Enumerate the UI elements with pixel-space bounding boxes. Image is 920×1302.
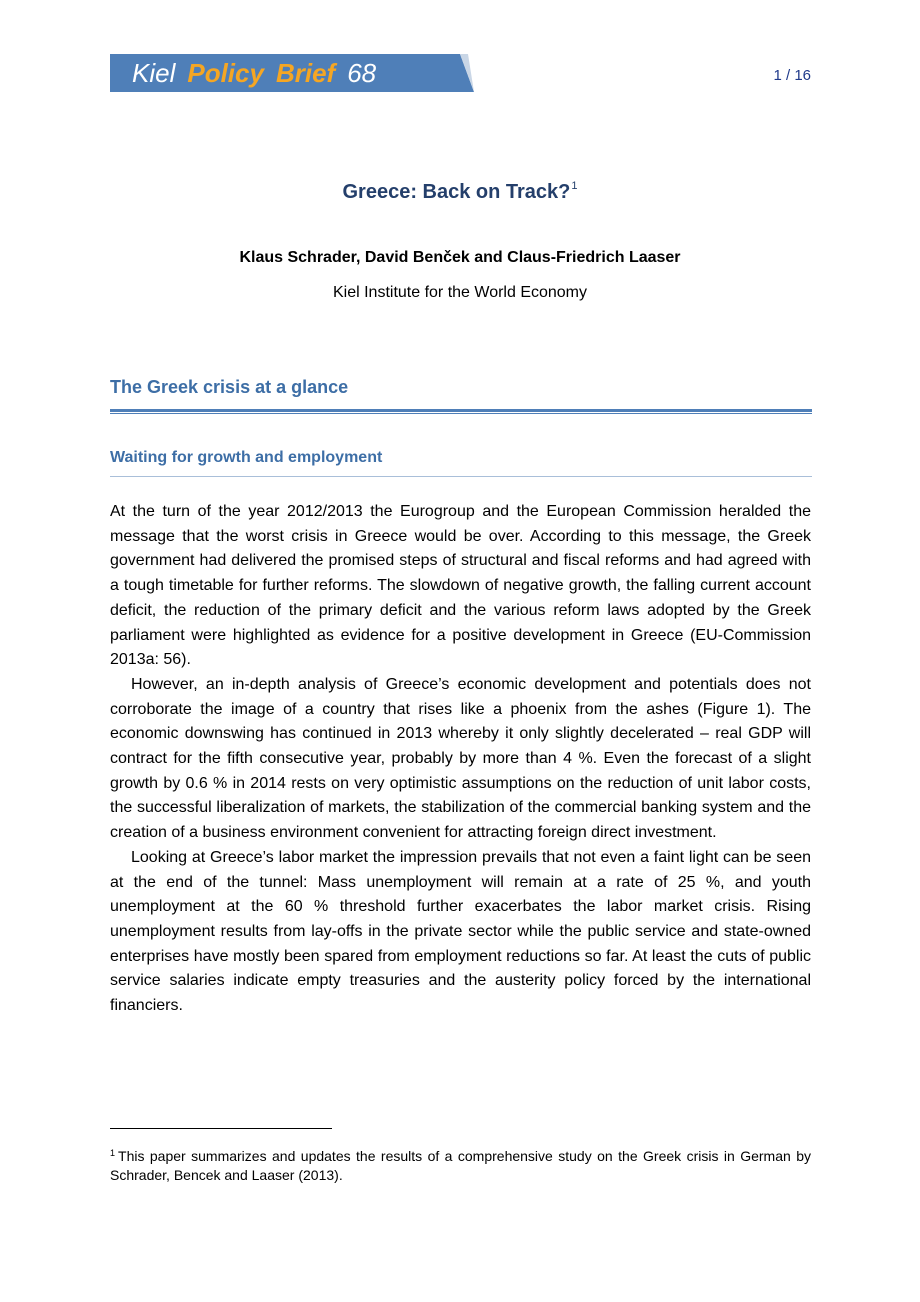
footnote-text: This paper summarizes and updates the results of a comprehensive study on the Greek crisis in German by Schrader, Bencek and Laaser (2013). bbox=[110, 1148, 811, 1183]
banner-brief: Brief bbox=[275, 58, 336, 88]
paragraph-3: Looking at Greece’s labor market the impression prevails that not even a faint light can be seen at the end of the tunnel: Mass unemployment will remain at a rate of 25 %, and youth unemployment at the 60 % threshold further exacerbates the labor market crisis. Rising unemployment results from lay-offs in the private sector while the public service and state-owned enterprises have mostly been spared from employment reductions so far. At least the cuts of public service salaries indicate empty treasuries and the austerity policy forced by the international financiers. bbox=[110, 848, 811, 1015]
section-rule bbox=[110, 409, 812, 412]
subsection-rule bbox=[110, 476, 812, 477]
paper-title bbox=[0, 180, 920, 204]
paper-title-text: Greece: Back on Track? bbox=[342, 181, 571, 203]
section-heading: The Greek crisis at a glance bbox=[110, 377, 349, 397]
footnote bbox=[110, 1144, 811, 1185]
subsection-heading: Waiting for growth and employment bbox=[110, 449, 383, 466]
banner-kiel: Kiel bbox=[132, 58, 176, 88]
page-indicator: 1 / 16 bbox=[773, 67, 811, 84]
footnote-separator bbox=[110, 1128, 332, 1129]
authors: Klaus Schrader, David Benček and Claus-Friedrich Laaser bbox=[239, 249, 681, 266]
banner-policy: Policy bbox=[187, 58, 264, 88]
series-banner bbox=[110, 54, 474, 92]
body-text bbox=[110, 500, 811, 1019]
paragraph-1: At the turn of the year 2012/2013 the Eurogroup and the European Commission heralded the message that the worst crisis in Greece would be over. According to this message, the Greek government had delivered the promised steps of structural and fiscal reforms and had agreed with a tough timetable for further reforms. The slowdown of negative growth, the falling current account deficit, the reduction of the primary deficit and the various reform laws adopted by the Greek parliament were highlighted as evidence for a positive development in Greece (EU-Commission 2013a: 56). bbox=[110, 503, 811, 669]
footnote-mark: 1 bbox=[110, 1148, 116, 1158]
title-footnote-mark: 1 bbox=[571, 180, 578, 192]
institute: Kiel Institute for the World Economy bbox=[332, 284, 588, 301]
banner-issue-number: 68 bbox=[347, 58, 377, 88]
section-rule-secondary bbox=[110, 413, 812, 414]
banner-title bbox=[132, 58, 376, 88]
paragraph-2: However, an in-depth analysis of Greece’s economic development and potentials does not corroborate the image of a country that rises like a phoenix from the ashes (Figure 1). The economic downswing has continued in 2013 whereby it only slightly decelerated – real GDP will contract for the fifth consecutive year, probably by more than 4 %. Even the forecast of a slight growth by 0.6 % in 2014 rests on very optimistic assumptions on the reduction of unit labor costs, the successful liberalization of markets, the stabilization of the commercial banking system and the creation of a business environment convenient for attracting foreign direct investment. bbox=[110, 675, 811, 842]
